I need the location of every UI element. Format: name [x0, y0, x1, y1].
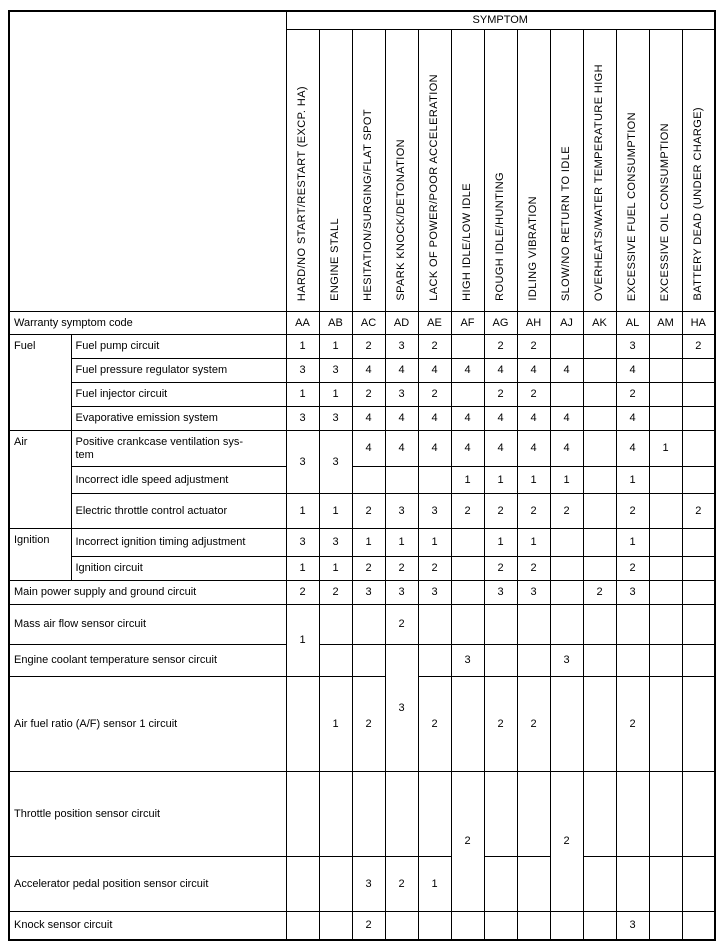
- value-cell: 4: [616, 407, 649, 431]
- column-header-label: OVERHEATS/WATER TEMPERATURE HIGH: [593, 63, 605, 301]
- value-cell: 2: [517, 335, 550, 359]
- value-cell: [286, 772, 319, 857]
- row-label: Fuel injector circuit: [71, 383, 286, 407]
- value-cell: [517, 857, 550, 912]
- column-header-cell: [385, 30, 418, 312]
- value-cell: 2: [616, 494, 649, 529]
- value-cell: 1: [649, 431, 682, 467]
- value-cell: 2: [385, 557, 418, 581]
- value-cell: 3: [286, 529, 319, 557]
- value-cell: [286, 677, 319, 772]
- value-cell: 4: [418, 431, 451, 467]
- value-cell: [418, 467, 451, 494]
- row-label: Engine coolant temperature sensor circuit: [9, 645, 286, 677]
- value-cell: 2: [352, 912, 385, 940]
- value-cell: [583, 677, 616, 772]
- value-cell: [319, 605, 352, 645]
- value-cell: 3: [352, 857, 385, 912]
- category-air: Air: [9, 431, 71, 529]
- value-cell: [451, 677, 484, 772]
- value-cell: 2: [682, 335, 715, 359]
- value-cell: [418, 605, 451, 645]
- row-label: Fuel pump circuit: [71, 335, 286, 359]
- value-cell: 2: [550, 494, 583, 529]
- value-cell: [583, 407, 616, 431]
- value-cell: 3: [319, 359, 352, 383]
- value-cell: 4: [352, 359, 385, 383]
- value-cell: 1: [286, 383, 319, 407]
- value-cell: [649, 557, 682, 581]
- value-cell: 2: [451, 494, 484, 529]
- value-cell: [649, 467, 682, 494]
- column-header-cell: [286, 30, 319, 312]
- value-cell: [286, 857, 319, 912]
- value-cell: 2: [385, 857, 418, 912]
- value-cell: 3: [319, 529, 352, 557]
- row-label: Fuel pressure regulator system: [71, 359, 286, 383]
- value-cell: 1: [286, 494, 319, 529]
- column-header-label: EXCESSIVE OIL CONSUMPTION: [659, 122, 671, 301]
- value-cell: 4: [550, 407, 583, 431]
- row-label: Knock sensor circuit: [9, 912, 286, 940]
- column-header-cell: [649, 30, 682, 312]
- value-cell: 2: [418, 557, 451, 581]
- column-header-cell: [451, 30, 484, 312]
- row-label: Ignition circuit: [71, 557, 286, 581]
- column-header-cell: [352, 30, 385, 312]
- value-cell: [451, 335, 484, 359]
- table-row: [9, 467, 715, 494]
- value-cell: [484, 772, 517, 857]
- warranty-code-cell: AH: [517, 312, 550, 335]
- value-cell: [583, 645, 616, 677]
- value-cell: [583, 557, 616, 581]
- value-cell: 1: [319, 677, 352, 772]
- warranty-code-cell: AG: [484, 312, 517, 335]
- warranty-code-cell: AJ: [550, 312, 583, 335]
- value-cell: [583, 772, 616, 857]
- value-cell: [616, 605, 649, 645]
- value-cell: 4: [517, 431, 550, 467]
- column-header-label: HESITATION/SURGING/FLAT SPOT: [362, 109, 374, 301]
- column-header-cell: [319, 30, 352, 312]
- warranty-code-cell: AB: [319, 312, 352, 335]
- value-cell: 1: [352, 529, 385, 557]
- value-cell: [451, 605, 484, 645]
- value-cell: 4: [451, 407, 484, 431]
- value-cell: 2: [484, 335, 517, 359]
- value-cell: 4: [550, 359, 583, 383]
- value-cell: 4: [616, 359, 649, 383]
- value-cell: 2: [352, 557, 385, 581]
- value-cell: [319, 772, 352, 857]
- value-cell: 2: [418, 677, 451, 772]
- value-cell: [451, 383, 484, 407]
- corner-blank-cell: [9, 11, 286, 312]
- value-cell: [550, 605, 583, 645]
- category-fuel: Fuel: [9, 335, 71, 431]
- column-header-cell: [517, 30, 550, 312]
- value-cell: [649, 912, 682, 940]
- column-header-cell: [484, 30, 517, 312]
- value-cell: [616, 857, 649, 912]
- warranty-row-label: Warranty symptom code: [9, 312, 286, 335]
- row-label: Throttle position sensor circuit: [9, 772, 286, 857]
- value-cell: [649, 645, 682, 677]
- value-cell: [352, 605, 385, 645]
- table-row: [9, 857, 715, 912]
- symptom-matrix-table: [8, 10, 716, 941]
- value-cell: 1: [286, 557, 319, 581]
- value-cell: 4: [451, 431, 484, 467]
- value-cell: [352, 467, 385, 494]
- row-label: Accelerator pedal position sensor circuit: [9, 857, 286, 912]
- table-row: [9, 407, 715, 431]
- value-cell: [451, 912, 484, 940]
- value-cell: [550, 912, 583, 940]
- value-cell: 1: [286, 335, 319, 359]
- value-cell: 4: [550, 431, 583, 467]
- table-row: [9, 335, 715, 359]
- value-cell: [418, 772, 451, 857]
- column-header-cell: [682, 30, 715, 312]
- value-cell: [682, 359, 715, 383]
- value-cell: [649, 407, 682, 431]
- value-cell: [517, 605, 550, 645]
- table-row: [9, 581, 715, 605]
- value-cell: [583, 529, 616, 557]
- value-cell: 2: [484, 677, 517, 772]
- value-cell: 3: [616, 335, 649, 359]
- row-label: Electric throttle control actuator: [71, 494, 286, 529]
- value-cell: 2: [616, 677, 649, 772]
- value-cell: [418, 645, 451, 677]
- value-cell: 1: [319, 557, 352, 581]
- value-cell: [682, 581, 715, 605]
- value-cell: 2: [418, 383, 451, 407]
- column-header-cell: [583, 30, 616, 312]
- value-cell: 4: [385, 407, 418, 431]
- value-cell: [550, 677, 583, 772]
- column-header-label: BATTERY DEAD (UNDER CHARGE): [691, 107, 704, 301]
- value-cell: 4: [418, 407, 451, 431]
- value-cell: 1: [616, 529, 649, 557]
- category-ignition: Ignition: [9, 529, 71, 581]
- row-label: [71, 431, 286, 467]
- value-cell: [550, 335, 583, 359]
- value-cell: 2: [352, 494, 385, 529]
- value-cell: [451, 557, 484, 581]
- value-cell: [583, 335, 616, 359]
- value-cell: [583, 467, 616, 494]
- value-cell: 2: [352, 677, 385, 772]
- value-cell: 1: [319, 383, 352, 407]
- value-cell: 3: [352, 581, 385, 605]
- value-cell: [484, 645, 517, 677]
- value-cell: [319, 912, 352, 940]
- warranty-code-cell: AM: [649, 312, 682, 335]
- value-cell: [682, 557, 715, 581]
- table-row: [9, 431, 715, 467]
- value-cell: [649, 335, 682, 359]
- value-cell: [550, 383, 583, 407]
- value-cell: 3: [385, 581, 418, 605]
- value-cell: [583, 359, 616, 383]
- value-cell: [286, 912, 319, 940]
- value-cell: [319, 857, 352, 912]
- value-cell: [550, 557, 583, 581]
- value-cell: [385, 772, 418, 857]
- value-cell: 4: [616, 431, 649, 467]
- value-cell: 1: [484, 467, 517, 494]
- row-label: Mass air flow sensor circuit: [9, 605, 286, 645]
- column-header-cell: [616, 30, 649, 312]
- value-cell: [616, 772, 649, 857]
- value-cell: 3: [319, 407, 352, 431]
- value-cell: [451, 529, 484, 557]
- warranty-code-row: [9, 312, 715, 335]
- value-cell: 2: [484, 383, 517, 407]
- row-label-line: Positive crankcase ventilation sys-: [75, 435, 244, 448]
- value-cell: 3: [550, 645, 583, 677]
- warranty-code-cell: AL: [616, 312, 649, 335]
- warranty-code-cell: AF: [451, 312, 484, 335]
- value-cell: [583, 605, 616, 645]
- value-cell: 1: [451, 467, 484, 494]
- warranty-code-cell: AC: [352, 312, 385, 335]
- value-cell: 1: [319, 335, 352, 359]
- column-header-label: SPARK KNOCK/DETONATION: [395, 139, 407, 301]
- table-row: [9, 772, 715, 857]
- row-label-line: tem: [75, 448, 94, 461]
- value-cell: 3: [385, 494, 418, 529]
- value-cell: [451, 581, 484, 605]
- value-cell: [649, 494, 682, 529]
- value-cell: 1: [418, 857, 451, 912]
- value-cell: 2: [517, 557, 550, 581]
- value-cell: [649, 529, 682, 557]
- value-cell: 4: [451, 359, 484, 383]
- value-cell: [319, 645, 352, 677]
- value-cell: [484, 605, 517, 645]
- value-cell: 4: [352, 407, 385, 431]
- value-cell: 2: [583, 581, 616, 605]
- row-label: Air fuel ratio (A/F) sensor 1 circuit: [9, 677, 286, 772]
- value-cell: [682, 645, 715, 677]
- symptom-header-row: [9, 11, 715, 30]
- value-cell: 1: [517, 529, 550, 557]
- value-cell: [649, 677, 682, 772]
- column-header-cell: [550, 30, 583, 312]
- value-cell: 2: [484, 494, 517, 529]
- value-cell: 2: [352, 383, 385, 407]
- value-cell: 4: [517, 359, 550, 383]
- value-cell: 4: [385, 431, 418, 467]
- value-cell: 3: [319, 431, 352, 494]
- value-cell: 3: [385, 645, 418, 772]
- warranty-code-cell: AD: [385, 312, 418, 335]
- row-label: Incorrect idle speed adjustment: [71, 467, 286, 494]
- value-cell: 3: [286, 407, 319, 431]
- column-header-cell: [418, 30, 451, 312]
- table-row: [9, 383, 715, 407]
- value-cell: [682, 529, 715, 557]
- value-cell: [682, 407, 715, 431]
- value-cell: [583, 431, 616, 467]
- value-cell: 3: [286, 431, 319, 494]
- value-cell: 4: [484, 359, 517, 383]
- value-cell: 2: [352, 335, 385, 359]
- value-cell: 2: [550, 772, 583, 912]
- value-cell: [517, 645, 550, 677]
- column-header-label: ROUGH IDLE/HUNTING: [494, 172, 506, 301]
- value-cell: 3: [286, 359, 319, 383]
- value-cell: [649, 581, 682, 605]
- value-cell: [682, 912, 715, 940]
- value-cell: 3: [517, 581, 550, 605]
- warranty-code-cell: AK: [583, 312, 616, 335]
- value-cell: [649, 772, 682, 857]
- value-cell: [649, 605, 682, 645]
- warranty-code-cell: AE: [418, 312, 451, 335]
- value-cell: 3: [385, 383, 418, 407]
- value-cell: [682, 772, 715, 857]
- table-row: [9, 645, 715, 677]
- value-cell: [649, 857, 682, 912]
- value-cell: [352, 645, 385, 677]
- value-cell: 4: [352, 431, 385, 467]
- column-header-label: IDLING VIBRATION: [527, 196, 539, 301]
- value-cell: [385, 467, 418, 494]
- value-cell: 3: [385, 335, 418, 359]
- value-cell: [682, 467, 715, 494]
- value-cell: [583, 912, 616, 940]
- value-cell: [517, 912, 550, 940]
- table-row: [9, 912, 715, 940]
- value-cell: [484, 857, 517, 912]
- value-cell: 4: [418, 359, 451, 383]
- value-cell: [649, 359, 682, 383]
- value-cell: [385, 912, 418, 940]
- column-header-label: HIGH IDLE/LOW IDLE: [461, 183, 473, 301]
- value-cell: 1: [418, 529, 451, 557]
- value-cell: 2: [451, 772, 484, 912]
- value-cell: 2: [517, 494, 550, 529]
- table-row: [9, 557, 715, 581]
- value-cell: 1: [319, 494, 352, 529]
- value-cell: [583, 857, 616, 912]
- value-cell: 2: [484, 557, 517, 581]
- symptom-header: SYMPTOM: [286, 11, 715, 30]
- value-cell: 3: [484, 581, 517, 605]
- value-cell: 4: [484, 407, 517, 431]
- column-header-label: HARD/NO START/RESTART (EXCP. HA): [296, 85, 308, 301]
- warranty-code-cell: AA: [286, 312, 319, 335]
- value-cell: 2: [616, 383, 649, 407]
- value-cell: 2: [616, 557, 649, 581]
- value-cell: [682, 383, 715, 407]
- column-header-label: SLOW/NO RETURN TO IDLE: [560, 145, 572, 301]
- table-row: [9, 529, 715, 557]
- value-cell: 2: [517, 677, 550, 772]
- column-header-label: LACK OF POWER/POOR ACCELERATION: [428, 74, 440, 301]
- value-cell: 3: [418, 581, 451, 605]
- value-cell: 1: [484, 529, 517, 557]
- value-cell: 2: [418, 335, 451, 359]
- value-cell: 1: [517, 467, 550, 494]
- value-cell: 1: [286, 605, 319, 677]
- column-header-label: ENGINE STALL: [329, 218, 341, 301]
- value-cell: [616, 645, 649, 677]
- table-row: [9, 359, 715, 383]
- value-cell: 1: [385, 529, 418, 557]
- value-cell: 2: [385, 605, 418, 645]
- value-cell: [682, 431, 715, 467]
- value-cell: [682, 605, 715, 645]
- value-cell: [352, 772, 385, 857]
- column-header-label: EXCESSIVE FUEL CONSUMPTION: [626, 111, 638, 301]
- table-row: [9, 605, 715, 645]
- value-cell: 1: [550, 467, 583, 494]
- value-cell: 3: [616, 581, 649, 605]
- value-cell: [649, 383, 682, 407]
- value-cell: 4: [517, 407, 550, 431]
- value-cell: 2: [286, 581, 319, 605]
- row-label: Evaporative emission system: [71, 407, 286, 431]
- table-row: [9, 494, 715, 529]
- value-cell: [550, 581, 583, 605]
- row-label: Main power supply and ground circuit: [9, 581, 286, 605]
- value-cell: 1: [616, 467, 649, 494]
- value-cell: 2: [682, 494, 715, 529]
- value-cell: [418, 912, 451, 940]
- value-cell: [550, 529, 583, 557]
- value-cell: [484, 912, 517, 940]
- value-cell: 4: [484, 431, 517, 467]
- value-cell: 3: [616, 912, 649, 940]
- value-cell: 2: [319, 581, 352, 605]
- value-cell: [583, 494, 616, 529]
- value-cell: [682, 857, 715, 912]
- row-label: Incorrect ignition timing adjustment: [71, 529, 286, 557]
- value-cell: [583, 383, 616, 407]
- warranty-code-cell: HA: [682, 312, 715, 335]
- value-cell: 2: [517, 383, 550, 407]
- value-cell: 3: [451, 645, 484, 677]
- value-cell: [682, 677, 715, 772]
- value-cell: 4: [385, 359, 418, 383]
- table-row: [9, 677, 715, 772]
- value-cell: 3: [418, 494, 451, 529]
- value-cell: [517, 772, 550, 857]
